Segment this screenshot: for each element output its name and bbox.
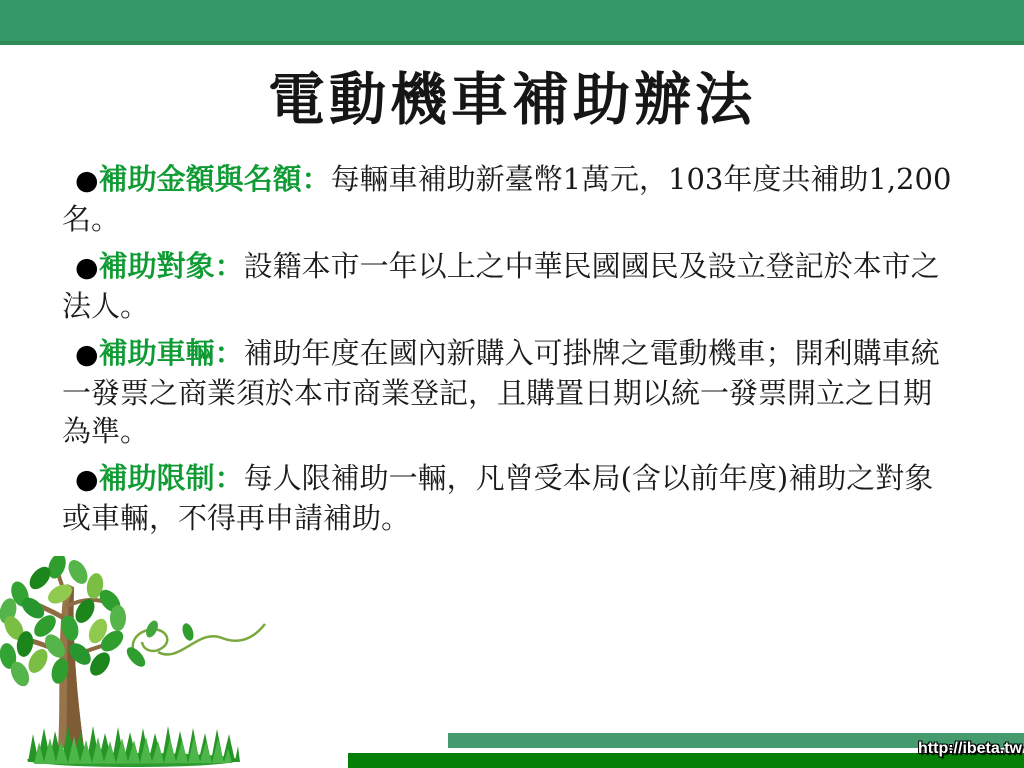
bullet-text: 每人限補助一輛，凡曾受本局(含以前年度)補助之對象 [243,461,934,495]
bullet-item-restriction [62,459,992,537]
bullet-label: 補助金額與名額： [98,162,331,196]
bullet-item-amount [62,160,992,238]
bullet-text: 設籍本市一年以上之中華民國國民及設立登記於本市之 [243,249,940,283]
bullet-text: 名。 [62,202,121,236]
bullet-text: 每輛車補助新臺幣1萬元，103年度共補助1,200 [330,162,952,196]
watermark-url: http://ibeta.tw [918,740,1022,757]
tree-svg [0,556,272,768]
vine-branch [124,619,265,670]
bullet-text: 為準。 [62,414,150,448]
bullet-text: 一發票之商業須於本市商業登記，且購置日期以統一發票開立之日期 [62,376,933,410]
bullet-label: 補助對象： [98,249,244,283]
page-title: 電動機車補助辦法 [268,66,756,133]
top-banner-bar [0,0,1024,45]
bullet-dot-icon: ● [75,165,99,196]
bullet-first-line [62,160,992,200]
tree-illustration [0,556,272,768]
bullet-text: 補助年度在國內新購入可掛牌之電動機車；開利購車統 [243,336,940,370]
bullet-item-vehicle [62,334,992,450]
bullet-text: 或車輛，不得再申請補助。 [62,501,411,535]
bullet-first-line [62,459,992,499]
bullet-item-target [62,247,992,325]
bullet-dot-icon: ● [75,339,99,370]
bullet-list [62,160,992,546]
bullet-dot-icon: ● [75,252,99,283]
bullet-dot-icon: ● [75,464,99,495]
bullet-label: 補助限制： [98,461,244,495]
bullet-label: 補助車輛： [98,336,244,370]
bullet-text: 法人。 [62,289,150,323]
bullet-first-line [62,247,992,287]
bullet-first-line [62,334,992,374]
tree-leaves [0,556,127,689]
